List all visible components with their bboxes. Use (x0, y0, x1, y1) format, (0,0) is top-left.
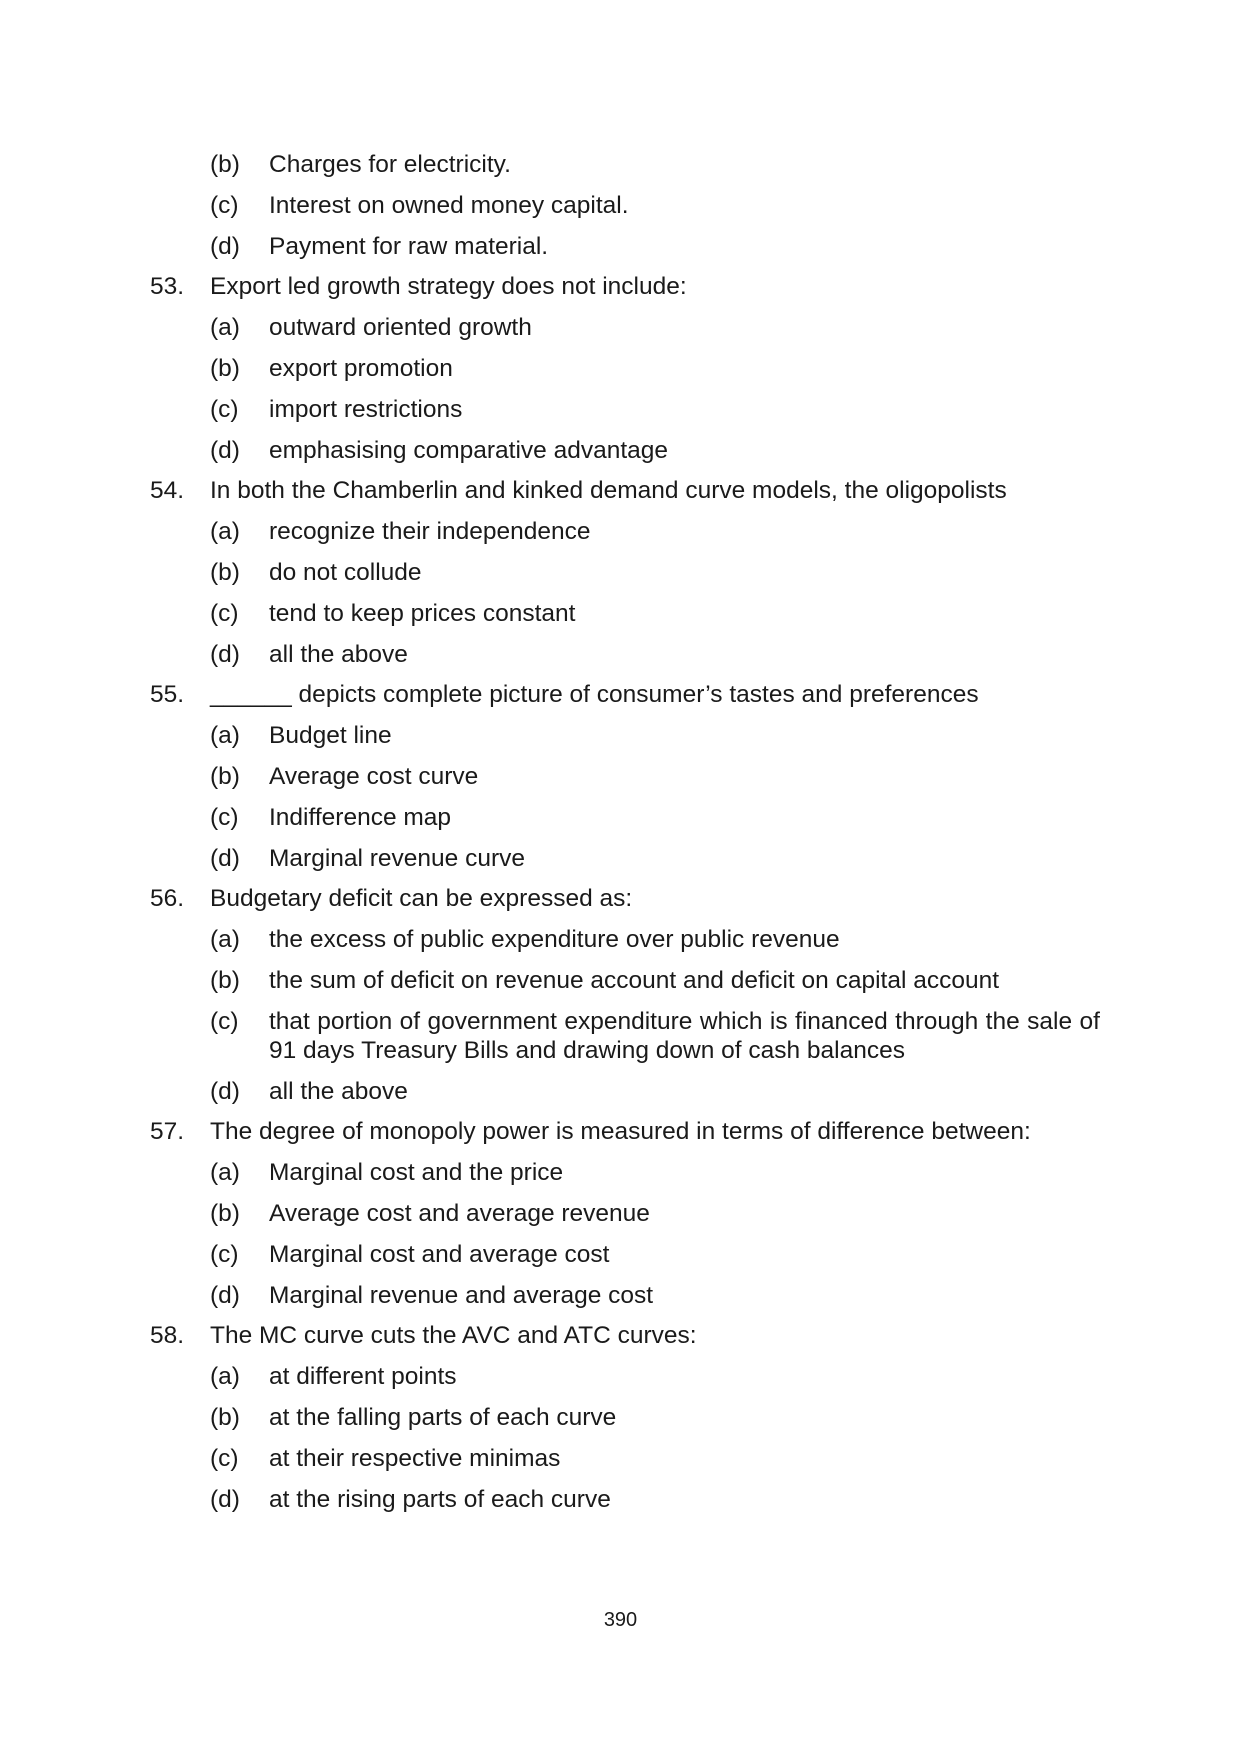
answer-option (150, 844, 1100, 873)
option-text: at the falling parts of each curve (269, 1404, 617, 1431)
option-text: at different points (269, 1363, 457, 1390)
option-text: Budget line (269, 722, 392, 749)
option-label: (b) (210, 1404, 240, 1431)
question-number: 53. (150, 273, 185, 300)
option-text: export promotion (269, 355, 453, 382)
option-label: (d) (210, 1282, 240, 1309)
option-text: Average cost and average revenue (269, 1200, 650, 1227)
answer-option (150, 966, 1100, 995)
option-label: (d) (210, 1486, 240, 1513)
question-number: 56. (150, 885, 185, 912)
answer-option (150, 436, 1100, 465)
answer-option (150, 1077, 1100, 1106)
answer-option (150, 313, 1100, 342)
answer-option (150, 517, 1100, 546)
option-label: (c) (210, 1445, 239, 1472)
question-text: The degree of monopoly power is measured in terms of difference between: (210, 1118, 1031, 1145)
option-text: Marginal cost and average cost (269, 1241, 610, 1268)
option-label: (b) (210, 151, 240, 178)
page-number: 390 (603, 1609, 638, 1631)
option-text: emphasising comparative advantage (269, 437, 669, 464)
option-label: (a) (210, 314, 240, 341)
question-text: ______ depicts complete picture of consumer’s tastes and preferences (210, 681, 979, 708)
answer-option (150, 1199, 1100, 1228)
answer-option (150, 1444, 1100, 1473)
answer-option (150, 1240, 1100, 1269)
answer-option (150, 762, 1100, 791)
option-label: (a) (210, 1159, 240, 1186)
option-text: Payment for raw material. (269, 233, 549, 260)
option-label: (a) (210, 1363, 240, 1390)
option-text: import restrictions (269, 396, 463, 423)
option-label: (d) (210, 641, 240, 668)
option-label: (c) (210, 600, 239, 627)
option-label: (c) (210, 192, 239, 219)
question-58 (150, 1321, 1100, 1350)
question-text: The MC curve cuts the AVC and ATC curves: (210, 1322, 697, 1349)
question-text: Budgetary deficit can be expressed as: (210, 885, 633, 912)
option-text: that portion of government expenditure which is financed through the sale of 91 days Treasury Bills and drawing down of cash balances (269, 1008, 1100, 1064)
question-number: 54. (150, 477, 185, 504)
option-text: Charges for electricity. (269, 151, 511, 178)
question-text: Export led growth strategy does not include: (210, 273, 687, 300)
question-text: In both the Chamberlin and kinked demand curve models, the oligopolists (210, 477, 1007, 504)
option-text: at their respective minimas (269, 1445, 561, 1472)
option-label: (a) (210, 518, 240, 545)
option-text: all the above (269, 1078, 408, 1105)
option-label: (c) (210, 1008, 239, 1035)
answer-option (150, 1485, 1100, 1514)
option-label: (a) (210, 722, 240, 749)
option-text: the excess of public expenditure over public revenue (269, 926, 840, 953)
option-text: all the above (269, 641, 408, 668)
option-label: (b) (210, 559, 240, 586)
option-text: Marginal revenue curve (269, 845, 526, 872)
option-text: Marginal cost and the price (269, 1159, 564, 1186)
option-label: (d) (210, 437, 240, 464)
option-text: Marginal revenue and average cost (269, 1282, 654, 1309)
answer-option (150, 1403, 1100, 1432)
question-54 (150, 476, 1100, 505)
answer-option (150, 191, 1100, 220)
option-label: (b) (210, 763, 240, 790)
option-text: Indifference map (269, 804, 452, 831)
question-list (150, 150, 1100, 1514)
option-text: outward oriented growth (269, 314, 532, 341)
option-label: (d) (210, 233, 240, 260)
answer-option (150, 1281, 1100, 1310)
answer-option (150, 558, 1100, 587)
question-number: 58. (150, 1322, 185, 1349)
option-text: the sum of deficit on revenue account and deficit on capital account (269, 967, 1000, 994)
question-53 (150, 272, 1100, 301)
option-label: (b) (210, 1200, 240, 1227)
answer-option (150, 1158, 1100, 1187)
answer-option (150, 1362, 1100, 1391)
answer-option (150, 354, 1100, 383)
question-number: 57. (150, 1118, 185, 1145)
question-number: 55. (150, 681, 185, 708)
answer-option (150, 599, 1100, 628)
option-text: do not collude (269, 559, 422, 586)
option-label: (b) (210, 355, 240, 382)
answer-option (150, 150, 1100, 179)
answer-option (150, 721, 1100, 750)
option-text: Interest on owned money capital. (269, 192, 629, 219)
question-56 (150, 884, 1100, 913)
answer-option (150, 1007, 1100, 1065)
option-text: recognize their independence (269, 518, 591, 545)
option-text: Average cost curve (269, 763, 479, 790)
option-label: (c) (210, 396, 239, 423)
question-55 (150, 680, 1100, 709)
option-label: (c) (210, 804, 239, 831)
option-text: tend to keep prices constant (269, 600, 576, 627)
option-text: at the rising parts of each curve (269, 1486, 611, 1513)
answer-option (150, 232, 1100, 261)
option-label: (a) (210, 926, 240, 953)
question-57 (150, 1117, 1100, 1146)
answer-option (150, 640, 1100, 669)
option-label: (d) (210, 845, 240, 872)
answer-option (150, 803, 1100, 832)
option-label: (b) (210, 967, 240, 994)
answer-option (150, 395, 1100, 424)
option-label: (c) (210, 1241, 239, 1268)
option-label: (d) (210, 1078, 240, 1105)
answer-option (150, 925, 1100, 954)
